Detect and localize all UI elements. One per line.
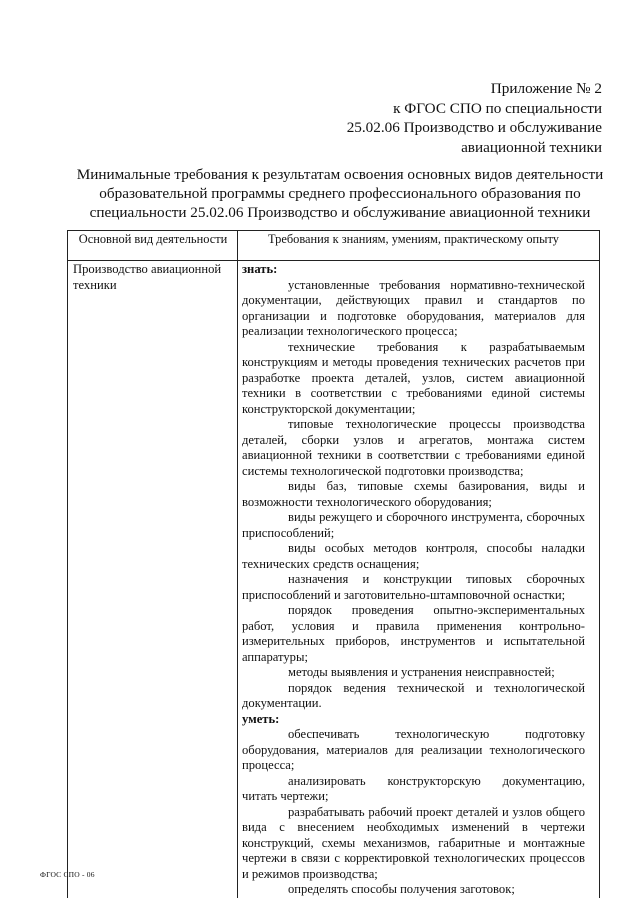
know-item: виды режущего и сборочного инструмента, сборочных приспособлений; — [242, 510, 585, 540]
can-item: анализировать конструкторскую документацию, читать чертежи; — [242, 773, 585, 803]
appendix-line: к ФГОС СПО по специальности — [393, 99, 602, 117]
title-line: Минимальные требования к результатам освоения основных видов деятельности — [76, 166, 604, 183]
header-requirements: Требования к знаниям, умениям, практическому опыту — [238, 231, 600, 261]
know-item: методы выявления и устранения неисправностей; — [288, 665, 555, 679]
know-item: технические требования к разрабатываемым конструкциям и методы проведения технических расчетов при разработке проекта деталей, узлов, систем авиационной техники в соответствии с требованиями единой системы конструкторской документации; — [242, 339, 585, 416]
header-activity: Основной вид деятельности — [68, 231, 238, 261]
know-item: порядок проведения опытно-экспериментальных работ, условия и правила применения контрольно-измерительных приборов, инструментов и испытательной аппаратуры; — [242, 603, 585, 664]
document-title — [40, 165, 640, 222]
know-item: виды особых методов контроля, способы наладки технических средств оснащения; — [242, 541, 585, 571]
activity-cell: Производство авиационной техники — [68, 261, 238, 898]
requirements-cell — [238, 261, 600, 898]
appendix-line: Приложение № 2 — [490, 80, 602, 97]
know-label: знать: — [242, 262, 278, 276]
can-item: разрабатывать рабочий проект деталей и узлов общего вида с внесением необходимых изменений в чертежи конструкций, схемы механизмов, габаритные и монтажные чертежи в связи с корректировкой технологических процессов и режимов производства; — [242, 804, 585, 881]
appendix-line: авиационной техники — [461, 138, 602, 156]
know-item: установленные требования нормативно-технической документации, действующих правил и стандартов по организации и подготовке оборудования, материалов для реализации технологического процесса; — [242, 277, 585, 338]
table-row — [68, 261, 600, 898]
page-footer: ФГОС СПО - 06 — [40, 870, 95, 879]
can-item: обеспечивать технологическую подготовку оборудования, материалов для реализации технологического процесса; — [242, 727, 585, 772]
title-line: образовательной программы среднего профессионального образования по — [99, 185, 581, 202]
appendix-header — [347, 79, 602, 157]
title-line: специальности 25.02.06 Производство и обслуживание авиационной техники — [89, 204, 591, 221]
know-item: порядок ведения технической и технологической документации. — [242, 680, 585, 710]
requirements-table — [67, 230, 600, 898]
appendix-line: 25.02.06 Производство и обслуживание — [346, 119, 602, 136]
know-item: назначения и конструкции типовых сборочных приспособлений и заготовительно-штамповочной оснастки; — [242, 572, 585, 602]
know-item: типовые технологические процессы производства деталей, сборки узлов и агрегатов, монтажа систем авиационной техники в соответствии с требованиями единой системы технологической подготовки производства; — [242, 417, 585, 478]
can-label: уметь: — [242, 711, 280, 726]
table-header-row — [68, 231, 600, 261]
can-item: определять способы получения заготовок; — [288, 882, 515, 896]
know-item: виды баз, типовые схемы базирования, виды и возможности технологического оборудования; — [242, 479, 585, 509]
